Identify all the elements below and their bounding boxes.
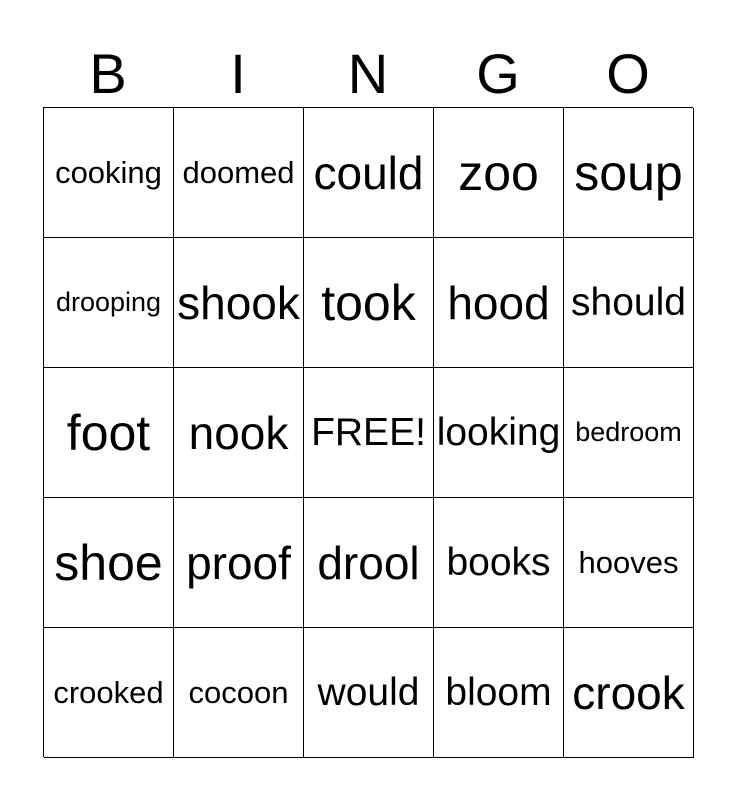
free-space-cell[interactable]: FREE! (304, 368, 434, 498)
bingo-cell[interactable]: cooking (44, 108, 174, 238)
bingo-board (43, 107, 693, 757)
bingo-cell[interactable]: books (434, 498, 564, 628)
bingo-cell[interactable]: could (304, 108, 434, 238)
bingo-cell[interactable]: would (304, 628, 434, 758)
bingo-cell[interactable]: doomed (174, 108, 304, 238)
bingo-cell[interactable]: shoe (44, 498, 174, 628)
header-letter-i: I (230, 42, 246, 105)
header-letter-g: G (476, 42, 520, 105)
bingo-cell[interactable]: took (304, 238, 434, 368)
bingo-cell[interactable]: crooked (44, 628, 174, 758)
bingo-cell[interactable]: hood (434, 238, 564, 368)
bingo-cell[interactable]: crook (564, 628, 694, 758)
bingo-cell[interactable]: looking (434, 368, 564, 498)
header-letter-o: O (606, 42, 650, 105)
bingo-cell[interactable]: cocoon (174, 628, 304, 758)
bingo-cell[interactable]: bedroom (564, 368, 694, 498)
bingo-cell[interactable]: hooves (564, 498, 694, 628)
bingo-cell[interactable]: should (564, 238, 694, 368)
bingo-cell[interactable]: drooping (44, 238, 174, 368)
bingo-cell[interactable]: drool (304, 498, 434, 628)
header-letter-b: B (89, 42, 127, 105)
bingo-cell[interactable]: proof (174, 498, 304, 628)
bingo-cell[interactable]: shook (174, 238, 304, 368)
bingo-cell[interactable]: zoo (434, 108, 564, 238)
bingo-cell[interactable]: nook (174, 368, 304, 498)
header-letter-n: N (347, 42, 389, 105)
bingo-cell[interactable]: bloom (434, 628, 564, 758)
bingo-cell[interactable]: foot (44, 368, 174, 498)
bingo-cell[interactable]: soup (564, 108, 694, 238)
bingo-header (43, 40, 693, 108)
